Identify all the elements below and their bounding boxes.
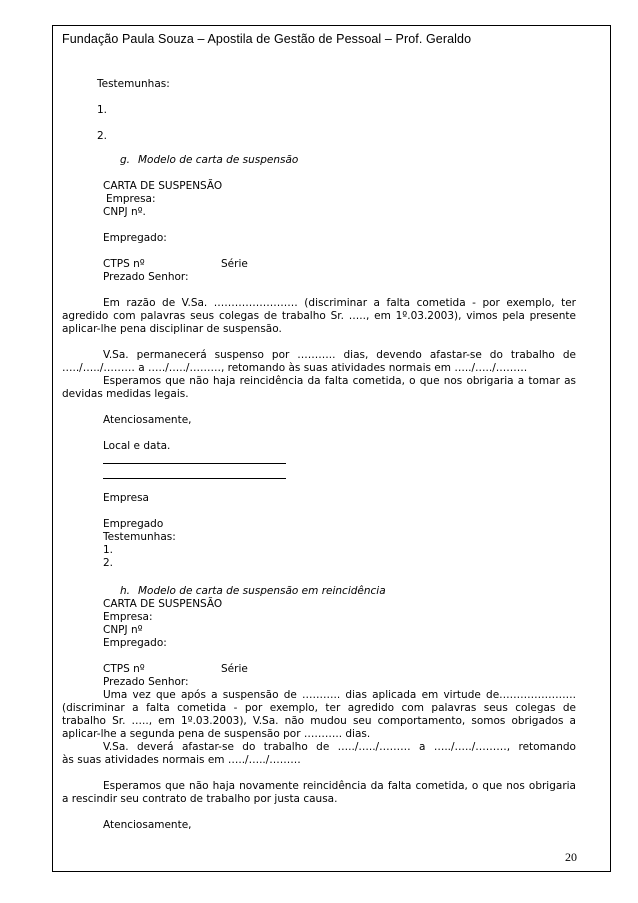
witnesses-label: Testemunhas: xyxy=(97,78,170,90)
cnpj-label: CNPJ nº xyxy=(103,624,143,636)
empresa-label: Empresa: xyxy=(103,611,153,623)
salutation: Prezado Senhor: xyxy=(103,676,189,688)
letter-title: CARTA DE SUSPENSÃO xyxy=(103,598,223,610)
empresa-label: Empresa: xyxy=(106,193,156,205)
salutation: Prezado Senhor: xyxy=(103,271,189,283)
paragraph-line: V.Sa. permanecerá suspenso por ……….. dias, devendo afastar-se do trabalho de xyxy=(103,349,576,361)
closing: Atenciosamente, xyxy=(103,819,192,831)
witness-1: 1. xyxy=(97,104,108,116)
witness-2: 2. xyxy=(103,557,114,569)
paragraph-line: Esperamos que não haja reincidência da falta cometida, o que nos obrigaria a tomar as xyxy=(103,375,576,387)
paragraph-line: Uma vez que após a suspensão de ……….. dias aplicada em virtude de…………………. xyxy=(103,689,576,701)
running-header: Fundação Paula Souza – Apostila de Gestão de Pessoal – Prof. Geraldo xyxy=(62,32,472,46)
serie-label: Série xyxy=(221,663,248,675)
witnesses-label: Testemunhas: xyxy=(103,531,176,543)
paragraph-line: V.Sa. deverá afastar-se do trabalho de …../…../……… a …../…../………, retomando xyxy=(103,741,576,753)
signature-line xyxy=(103,478,286,479)
witness-1: 1. xyxy=(103,544,114,556)
cnpj-label: CNPJ nº. xyxy=(103,206,146,218)
witness-2: 2. xyxy=(97,130,108,142)
empregado-label: Empregado: xyxy=(103,637,167,649)
letter-title: CARTA DE SUSPENSÃO xyxy=(103,180,223,192)
signature-empregado: Empregado xyxy=(103,518,164,530)
section-h-number: h. xyxy=(120,585,130,597)
signature-line xyxy=(103,463,286,464)
paragraph-line: aplicar-lhe pena disciplinar de suspensão. xyxy=(62,323,282,335)
signature-empresa: Empresa xyxy=(103,492,149,504)
paragraph-line: agredido com palavras seus colegas de trabalho Sr. ….., em 1º.03.2003), vimos pela presente xyxy=(62,310,576,322)
ctps-label: CTPS nº xyxy=(103,258,145,270)
paragraph-line: …../…../……… a …../…../………, retomando às suas atividades normais em …../…../……… xyxy=(62,362,528,374)
local-date: Local e data. xyxy=(103,440,171,452)
paragraph-line: Esperamos que não haja novamente reincidência da falta cometida, o que nos obrigaria xyxy=(103,780,576,792)
paragraph-line: (discriminar a falta cometida - por exemplo, ter agredido com palavras seus colegas de xyxy=(62,702,576,714)
paragraph-line: às suas atividades normais em …../…../……… xyxy=(62,754,301,766)
section-g-number: g. xyxy=(120,154,131,166)
serie-label: Série xyxy=(221,258,248,270)
section-g-heading: Modelo de carta de suspensão xyxy=(138,154,299,166)
paragraph-line: trabalho Sr. ….., em 1º.03.2003), V.Sa. não mudou seu comportamento, somos obrigados a xyxy=(62,715,576,727)
closing: Atenciosamente, xyxy=(103,414,192,426)
paragraph-line: Em razão de V.Sa. …………………… (discriminar a falta cometida - por exemplo, ter xyxy=(103,297,576,309)
ctps-label: CTPS nº xyxy=(103,663,145,675)
paragraph-line: devidas medidas legais. xyxy=(62,388,189,400)
empregado-label: Empregado: xyxy=(103,232,167,244)
section-h-heading: Modelo de carta de suspensão em reincidência xyxy=(138,585,386,597)
page-number: 20 xyxy=(565,850,577,864)
paragraph-line: aplicar-lhe a segunda pena de suspensão por ……….. dias. xyxy=(62,728,371,740)
paragraph-line: a rescindir seu contrato de trabalho por justa causa. xyxy=(62,793,338,805)
